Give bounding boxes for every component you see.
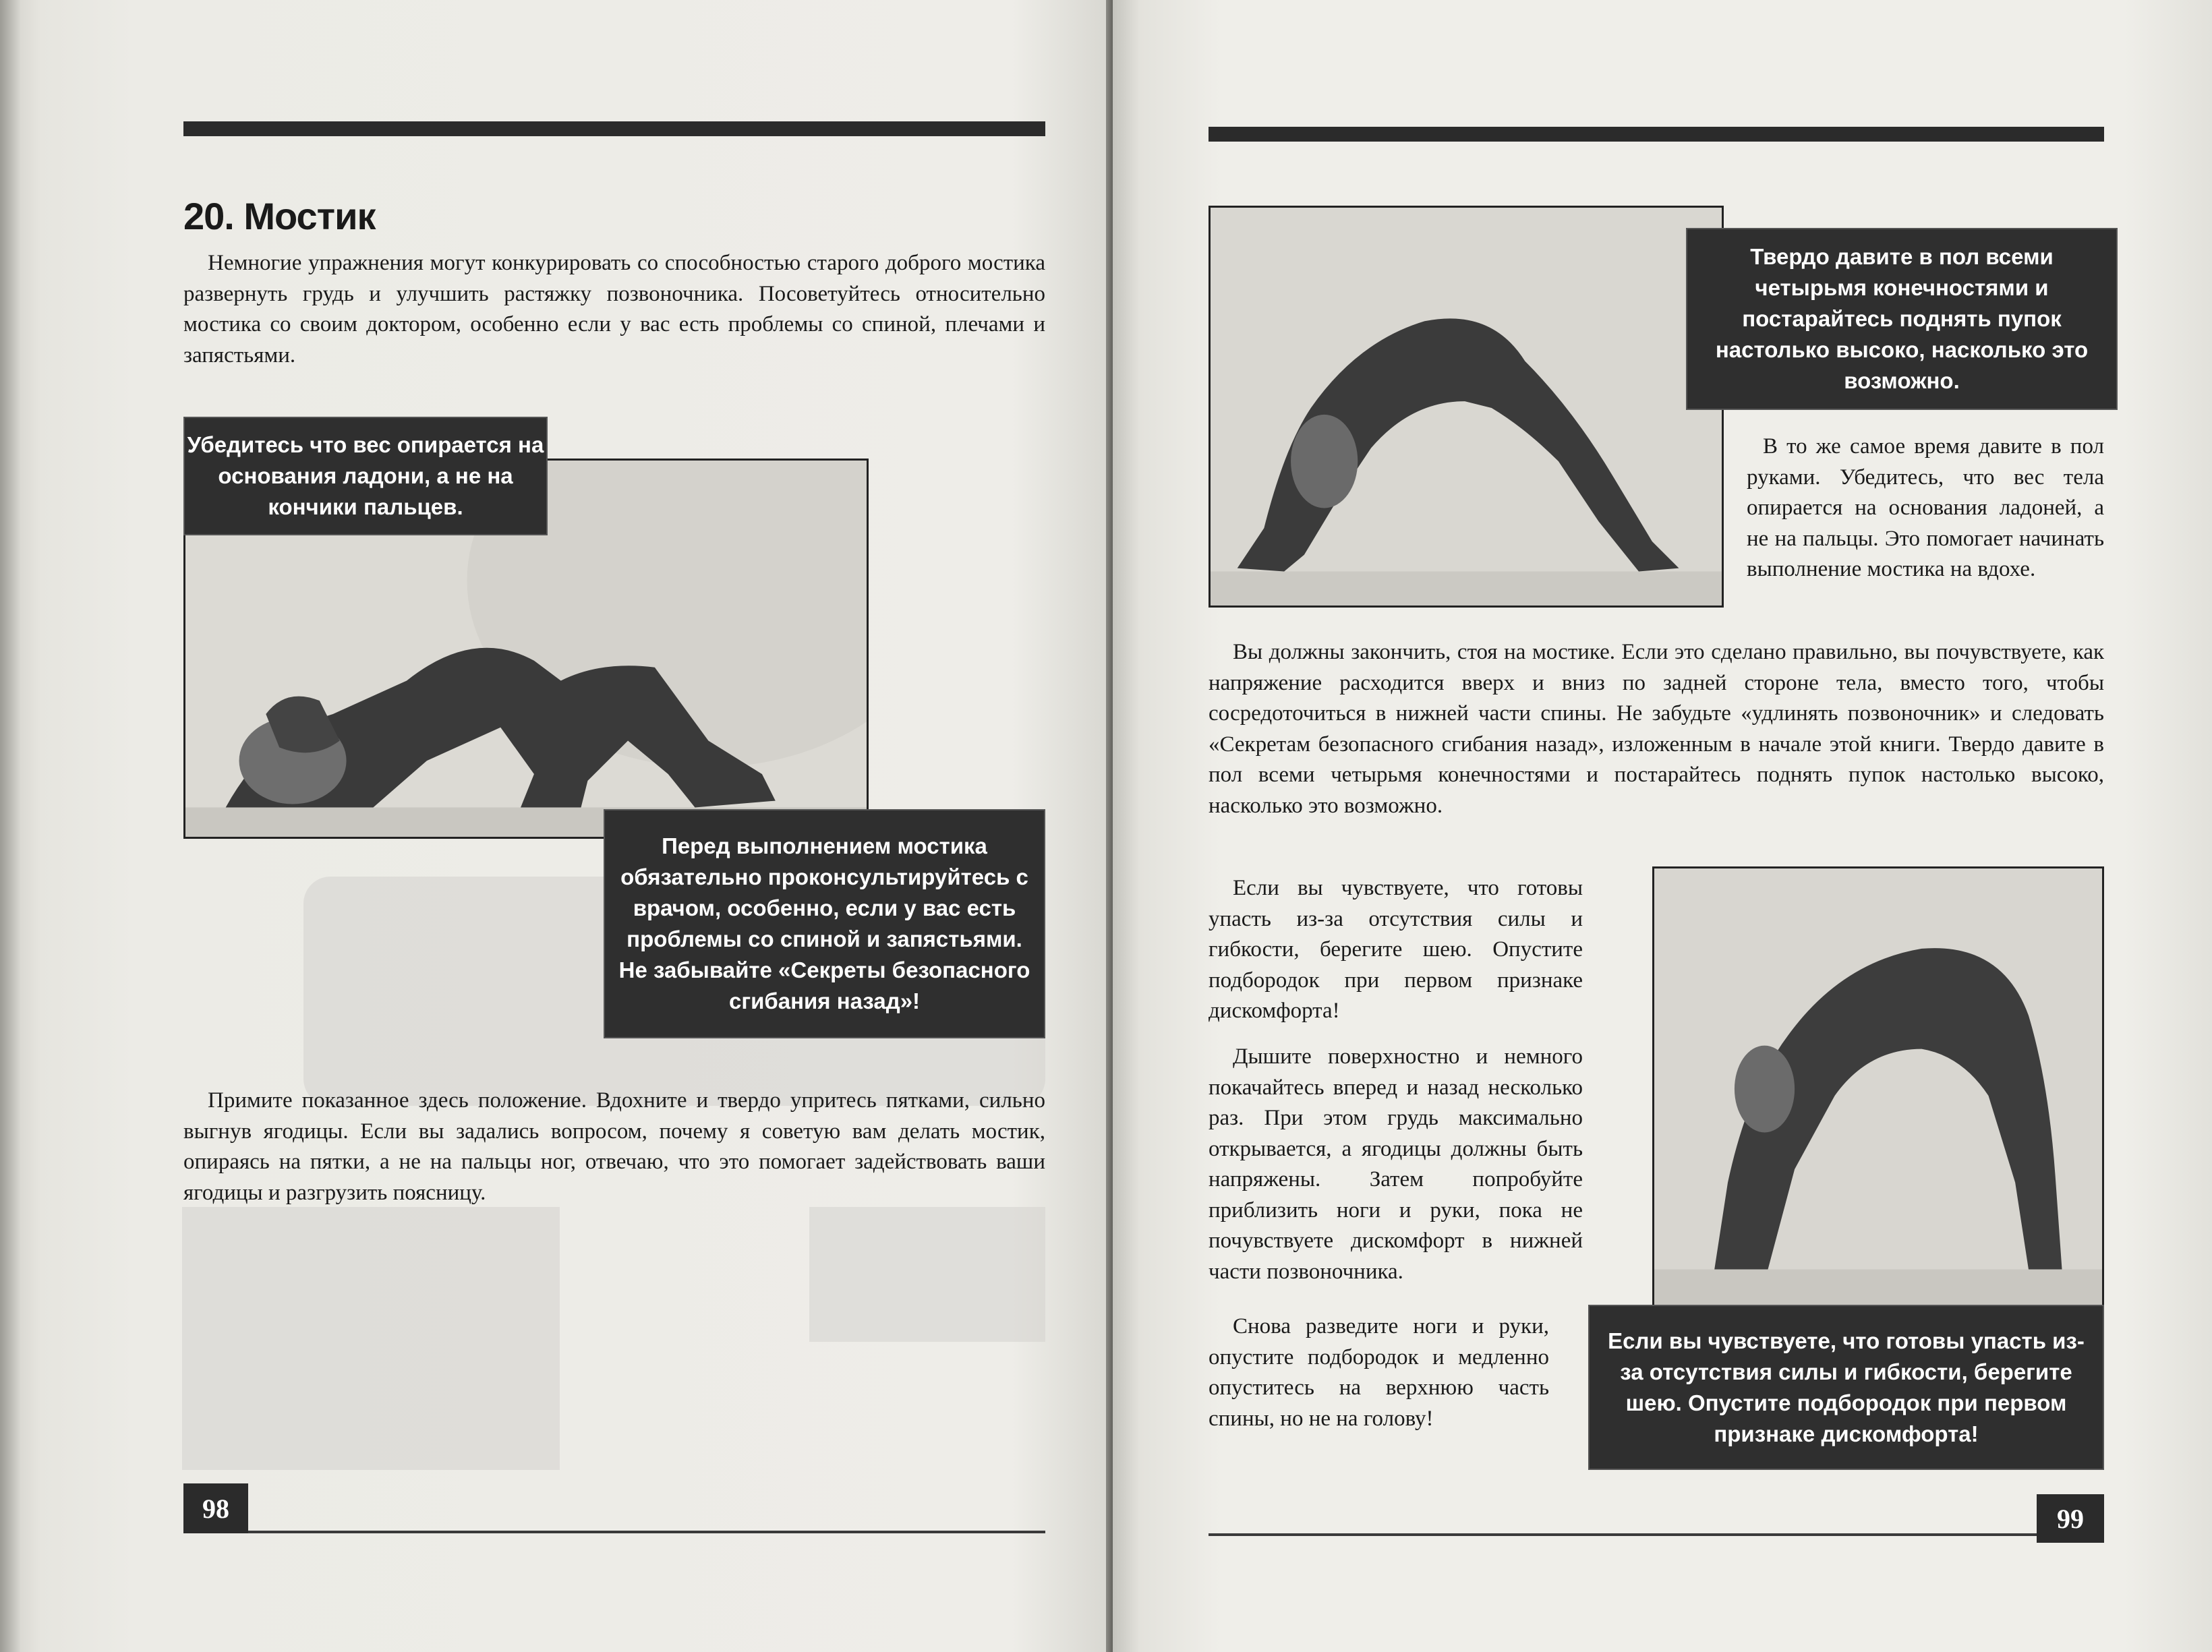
- bridge-standing-illustration: [1211, 208, 1722, 606]
- bleed-through-shape: [182, 1207, 560, 1470]
- page-number: 98: [183, 1483, 248, 1533]
- top-bar: [183, 121, 1045, 136]
- body-paragraph: Примите показанное здесь положение. Вдохните и твердо упритесь пятками, сильно выгнув ягодицы. Если вы задались вопросом, почему я советую вам делать мостик, опираясь на пятки, а не на пальцы ног, отвечаю, что это помогает задействовать ваши ягодицы и разгрузить поясницу.: [183, 1088, 1045, 1205]
- bridge-full-illustration: [1654, 868, 2102, 1316]
- warning-callout: Перед выполнением мостика обязательно проконсультируйтесь с врачом, особенно, если у вас есть проблемы со спиной и запястьями. Не забывайте «Секреты безопасного сгибания назад»!: [604, 809, 1045, 1038]
- tip-callout-neck: Если вы чувствуете, что готовы упасть из-за отсутствия силы и гибкости, берегите шею. Опустите подбородок при первом признаке дискомфорта!: [1588, 1305, 2104, 1470]
- bleed-through-shape: [809, 1207, 1045, 1342]
- bottom-rule: [1209, 1533, 2037, 1536]
- tip-callout-navel: Твердо давите в пол всеми четырьмя конечностями и постарайтесь поднять пупок настолько высоко, насколько это возможно.: [1686, 228, 2118, 410]
- side-paragraph: В то же самое время давите в пол руками. Убедитесь, что вес тела опирается на основания ладоней, а не на пальцы. Это помогает начинать выполнение мостика на вдохе.: [1747, 434, 2104, 581]
- bridge-photo-standing: [1209, 206, 1724, 608]
- page-edge: [0, 0, 20, 1652]
- column-paragraph-2: Дышите поверхностно и немного покачайтесь вперед и назад несколько раз. При этом грудь максимально открывается, а ягодицы должны быть напряжены. Затем попробуйте приблизить ноги и руки, пока не почувствуете дискомфорт в нижней части позвоночника.: [1209, 1044, 1583, 1284]
- bottom-rule: [248, 1531, 1045, 1533]
- page-number: 99: [2037, 1494, 2104, 1543]
- top-bar: [1209, 127, 2104, 142]
- column-paragraph-1: Если вы чувствуете, что готовы упасть из-за отсутствия силы и гибкости, берегите шею. Опустите подбородок при первом признаке дискомфорта!: [1209, 876, 1583, 1023]
- intro-paragraph: Немногие упражнения могут конкурировать со способностью старого доброго мостика развернуть грудь и улучшить растяжку позвоночника. Посоветуйтесь относительно мостика со своим доктором, особенно если у вас есть проблемы со спиной, плечами и запястьями.: [183, 251, 1045, 367]
- right-page: [1113, 0, 2212, 1652]
- main-paragraph: Вы должны закончить, стоя на мостике. Если это сделано правильно, вы почувствуете, как напряжение расходится вверх и вниз по задней стороне тела, вместо того, чтобы сосредоточиться в нижней части спины. Не забудьте «удлинять позвоночник» и следовать «Секретам безопасного сгибания назад», изложенным в начале этой книги. Твердо давите в пол всеми четырьмя конечностями и постарайтесь поднять пупок настолько высоко, насколько это возможно.: [1209, 640, 2104, 818]
- exercise-title: 20. Мостик: [183, 195, 376, 237]
- tip-callout-palms: Убедитесь что вес опирается на основания ладони, а не на кончики пальцев.: [183, 417, 548, 535]
- column-paragraph-3: Снова разведите ноги и руки, опустите подбородок и медленно опуститесь на верхнюю часть спины, но не на голову!: [1209, 1314, 1549, 1431]
- bridge-photo-full: [1652, 866, 2104, 1318]
